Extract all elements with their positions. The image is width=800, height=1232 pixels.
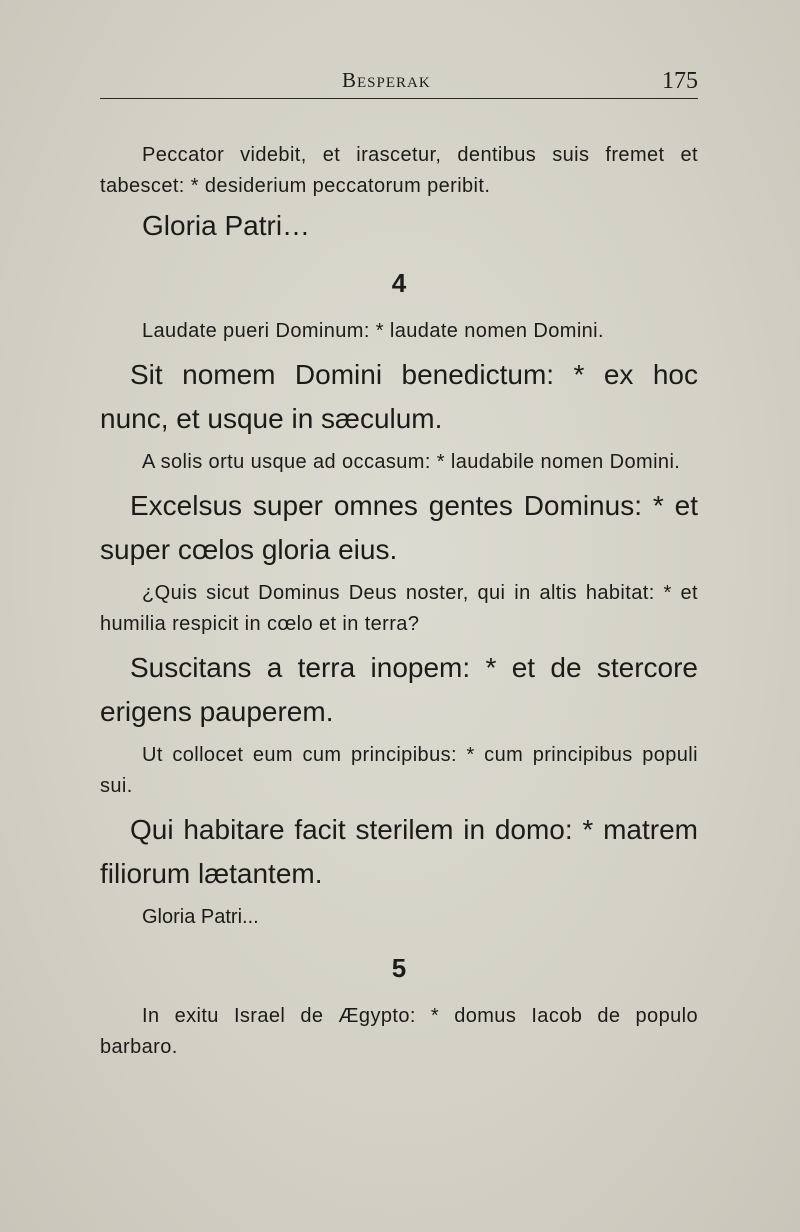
verse-quis-sicut: ¿Quis sicut Dominus Deus noster, qui in altis habitat: * et humilia respicit in cœlo et in terra? bbox=[100, 582, 698, 635]
verse-excelsus: Excelsus super omnes gentes Dominus: * et super cœlos gloria eius. bbox=[100, 490, 698, 565]
gloria-patri-1: Gloria Patri… bbox=[142, 210, 311, 241]
verse-sit-nomen: Sit nomem Domini benedictum: * ex hoc nunc, et usque in sæculum. bbox=[100, 359, 698, 434]
psalm-number-5: 5 bbox=[391, 953, 407, 983]
verse-a-solis: A solis ortu usque ad occasum: * laudabile nomen Domini. bbox=[142, 451, 681, 473]
running-header bbox=[100, 64, 698, 104]
psalm-number-4: 4 bbox=[391, 268, 407, 298]
gloria-patri-2: Gloria Patri... bbox=[142, 906, 259, 928]
verse-ut-collocet: Ut collocet eum cum principibus: * cum principibus populi sui. bbox=[100, 744, 698, 797]
verse-qui-habitare: Qui habitare facit sterilem in domo: * matrem filiorum lætantem. bbox=[100, 814, 698, 889]
verse-laudate: Laudate pueri Dominum: * laudate nomen Domini. bbox=[142, 320, 604, 342]
header-rule bbox=[100, 98, 698, 99]
verse-peccator: Peccator videbit, et irascetur, dentibus suis fremet et tabescet: * desiderium peccatorum peribit. bbox=[100, 144, 698, 197]
header-title: Besperak bbox=[342, 68, 431, 92]
verse-suscitans: Suscitans a terra inopem: * et de stercore erigens pauperem. bbox=[100, 652, 698, 727]
psalm-text bbox=[100, 140, 698, 1063]
verse-in-exitu: In exitu Israel de Ægypto: * domus Iacob de populo barbaro. bbox=[100, 1005, 698, 1058]
page-number: 175 bbox=[662, 68, 698, 94]
